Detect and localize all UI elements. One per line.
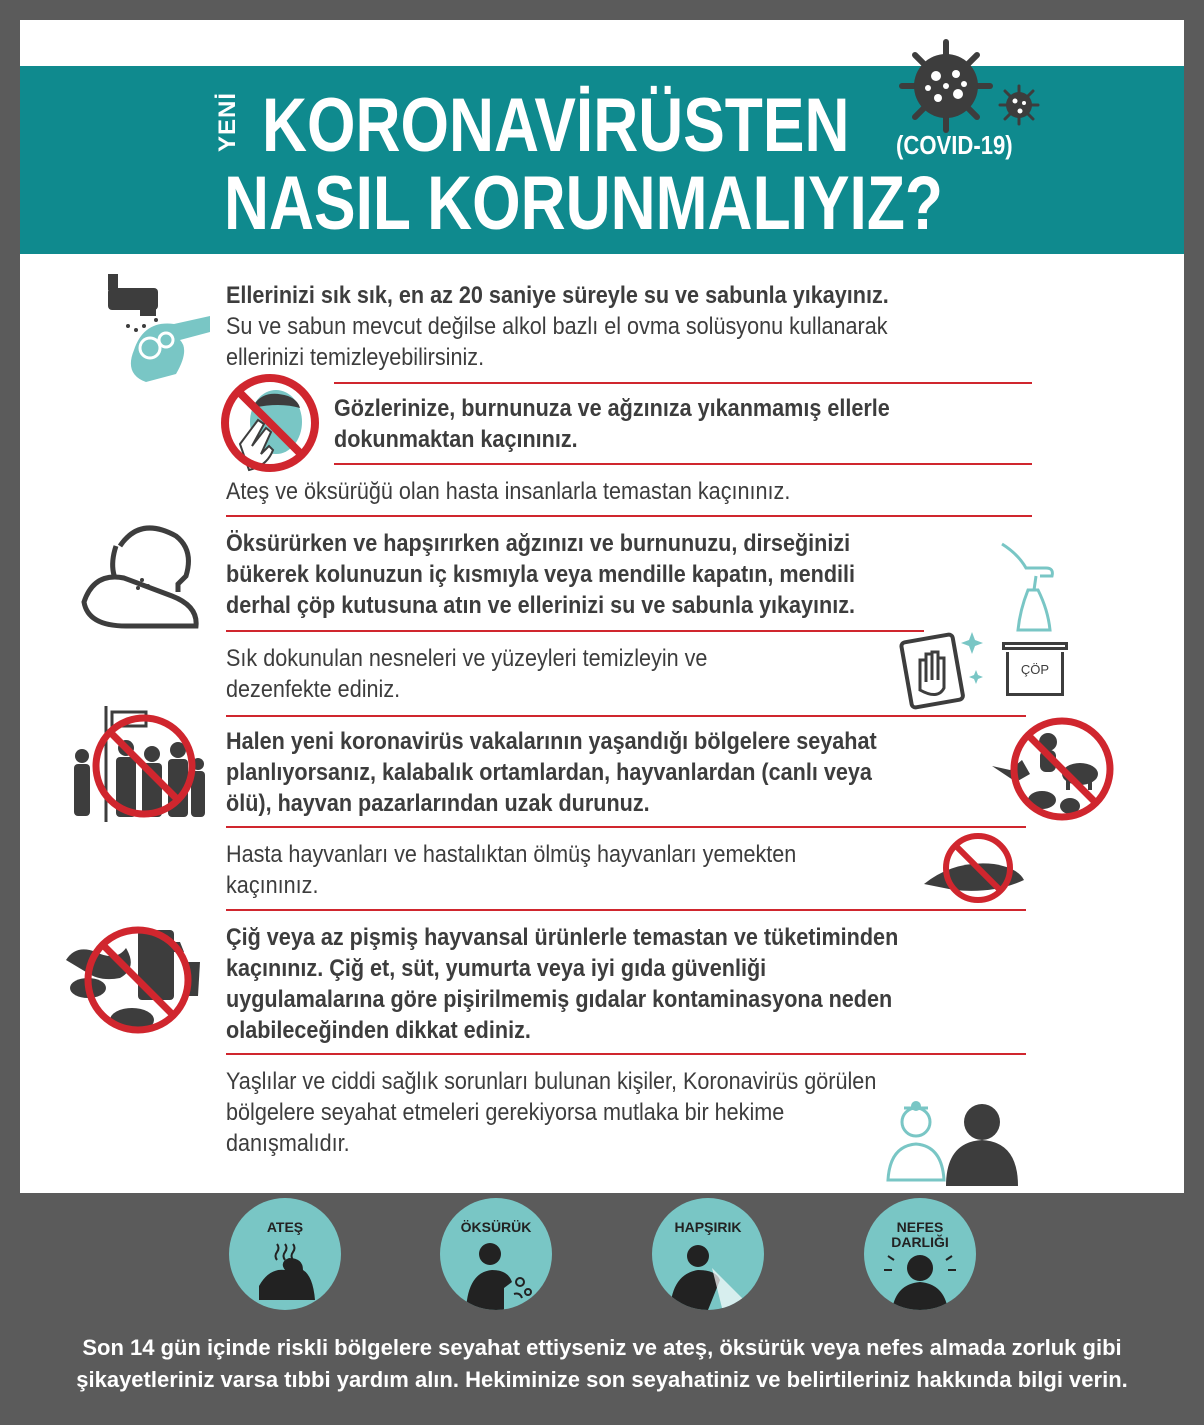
symptom-sneeze: [652, 1198, 764, 1310]
item-1-line3: ellerinizi temizleyebilirsiniz.: [226, 344, 485, 371]
item-3-text: [226, 476, 790, 507]
symptom-fever: [229, 1198, 341, 1310]
divider-5: [226, 715, 1026, 717]
fever-person-icon: [229, 1198, 341, 1310]
symptom-breath-label1: NEFES: [896, 1219, 944, 1235]
no-raw-food-icon: [62, 922, 208, 1040]
doctor-patient-icon: [884, 1094, 1024, 1186]
symptom-breath: [864, 1198, 976, 1310]
item-4-line3: derhal çöp kutusuna atın ve ellerinizi su ve sabunla yıkayınız.: [226, 592, 856, 619]
header-title-line2: NASIL KORUNMALIYIZ?: [224, 161, 943, 246]
symptom-sneeze-label: HAPŞIRIK: [674, 1219, 742, 1235]
sneeze-person-icon: [652, 1198, 764, 1310]
header-covid-label: (COVID-19): [896, 130, 1013, 160]
item-9-text: [226, 1066, 876, 1159]
breath-person-icon: [864, 1198, 976, 1310]
virus-small-icon: [998, 84, 1040, 126]
cleaning-glove-icon: [896, 620, 988, 712]
item-6-line2: planlıyorsanız, kalabalık ortamlardan, hayvanlardan (canlı veya: [226, 759, 872, 786]
item-8-line3: uygulamalarına göre pişirilmemiş gıdalar kontaminasyona neden: [226, 986, 893, 1013]
item-9-line2: bölgelere seyahat etmeleri gerekiyorsa mutlaka bir hekime: [226, 1099, 785, 1126]
item-7-line1: Hasta hayvanları ve hastalıktan ölmüş hayvanları yemekten: [226, 841, 797, 868]
footer-line1: Son 14 gün içinde riskli bölgelere seyahat ettiyseniz ve ateş, öksürük veya nefes almada zorluk gibi: [82, 1335, 1122, 1360]
item-7-text: [226, 839, 796, 901]
item-9-line3: danışmalıdır.: [226, 1130, 350, 1157]
item-4-text: [226, 528, 855, 621]
cough-person-icon: [440, 1198, 552, 1310]
item-5-line1: Sık dokunulan nesneleri ve yüzeyleri temizleyin ve: [226, 645, 708, 672]
item-9-line1: Yaşlılar ve ciddi sağlık sorunları bulunan kişiler, Koronavirüs görülen: [226, 1068, 877, 1095]
item-1-text: [226, 280, 889, 373]
item-8-line4: olabileceğinden dikkat ediniz.: [226, 1017, 531, 1044]
virus-large-icon: [898, 38, 994, 134]
item-8-line1: Çiğ veya az pişmiş hayvansal ürünlerle temastan ve tüketiminden: [226, 924, 899, 951]
no-crowd-icon: [66, 704, 212, 830]
symptom-cough: [440, 1198, 552, 1310]
trash-bin-label: ÇÖP: [1020, 662, 1050, 677]
divider-3: [226, 515, 1032, 517]
item-6-text: [226, 726, 877, 819]
footer-line2: şikayetleriniz varsa tıbbi yardım alın. Hekiminize son seyahatiniz ve belirtileriniz hakkında bilgi verin.: [76, 1367, 1128, 1392]
item-6-line3: ölü), hayvan pazarlarından uzak durunuz.: [226, 790, 650, 817]
item-2-text: [334, 393, 890, 455]
tissue-hand-icon: [998, 540, 1060, 638]
item-8-line2: kaçınınız. Çiğ et, süt, yumurta veya iyi gıda güvenliği: [226, 955, 767, 982]
symptom-breath-label2: DARLIĞI: [891, 1234, 949, 1250]
trash-bin: [1002, 642, 1068, 696]
item-1-bold: Ellerinizi sık sık, en az 20 saniye süreyle su ve sabunla yıkayınız.: [226, 282, 889, 309]
cough-elbow-icon: [80, 516, 202, 630]
item-7-line2: kaçınınız.: [226, 872, 319, 899]
divider-1: [334, 382, 1032, 384]
no-face-touch-icon: [216, 372, 326, 474]
no-dead-animal-icon: [920, 828, 1030, 908]
item-3-line1: Ateş ve öksürüğü olan hasta insanlarla temastan kaçınınız.: [226, 478, 791, 505]
header-title-line1: KORONAVİRÜSTEN: [262, 83, 850, 168]
item-4-line2: bükerek kolunuzun iç kısmıyla veya mendille kapatın, mendili: [226, 561, 856, 588]
divider-6: [226, 826, 1026, 828]
handwash-icon: [104, 270, 216, 388]
divider-8: [226, 1053, 1026, 1055]
item-2-line1: Gözlerinize, burnunuza ve ağzınıza yıkanmamış ellerle: [334, 395, 890, 422]
no-animals-icon: [990, 714, 1118, 824]
item-4-line1: Öksürürken ve hapşırırken ağzınızı ve burnunuzu, dirseğinizi: [226, 530, 851, 557]
item-8-text: [226, 922, 898, 1046]
header-yeni: YENİ: [214, 91, 241, 152]
item-5-line2: dezenfekte ediniz.: [226, 676, 401, 703]
item-6-line1: Halen yeni koronavirüs vakalarının yaşandığı bölgelere seyahat: [226, 728, 877, 755]
divider-2: [334, 463, 1032, 465]
divider-4: [226, 630, 924, 632]
symptom-fever-label: ATEŞ: [266, 1219, 304, 1235]
item-1-line2: Su ve sabun mevcut değilse alkol bazlı el ovma solüsyonu kullanarak: [226, 313, 888, 340]
divider-7: [226, 909, 1026, 911]
item-5-text: [226, 643, 707, 705]
symptom-cough-label: ÖKSÜRÜK: [460, 1219, 532, 1235]
item-2-line2: dokunmaktan kaçınınız.: [334, 426, 578, 453]
